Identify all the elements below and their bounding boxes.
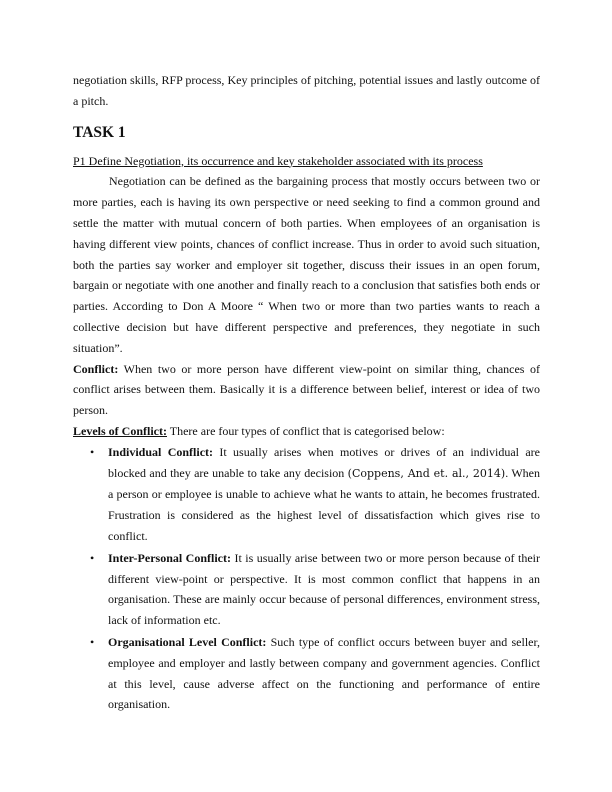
list-item-inter-personal-conflict <box>73 548 540 631</box>
document-page <box>73 70 540 716</box>
organisational-conflict-label: Organisational Level Conflict: <box>108 634 267 649</box>
conflict-label: Conflict: <box>73 361 119 376</box>
section-heading-p1: P1 Define Negotiation, its occurrence and key stakeholder associated with its process <box>73 153 483 168</box>
individual-conflict-label: Individual Conflict: <box>108 444 214 459</box>
individual-conflict-text-continued: . When a person or employee is unable to achieve what he wants to attain, he becomes frustrated. Frustration is considered as the highest level of dissatisfaction which gives rise to conflict. <box>108 465 541 543</box>
conflict-text: When two or more person have different view-point on similar thing, chances of conflict arises between them. Basically it is a difference between belief, interest or idea of two person. <box>73 361 540 418</box>
individual-conflict-text: It usually arises when motives or drives of an individual are blocked and they are unable to take any decision <box>108 444 540 480</box>
negotiation-definition-paragraph: Negotiation can be defined as the bargaining process that mostly occurs between two or more parties, each is having its own perspective or need seeking to find a common ground and settle the matter with mutual concern of both parties. When employees of an organisation is having different view points, chances of conflict increase. Thus in order to avoid such situation, both the parties say worker and employer sit together, discuss their issues in an open forum, bargain or negotiate with one another and finally reach to a conclusion that satisfies both ends or parties. According to Don A Moore “ When two or more than two parties wants to reach a collective decision but have different perspective and preferences, they negotiate in such situation”. <box>73 174 540 355</box>
individual-conflict-citation: (Coppens, And et. al., 2014) <box>347 466 506 480</box>
conflict-paragraph <box>73 359 540 421</box>
intro-paragraph: negotiation skills, RFP process, Key principles of pitching, potential issues and lastly outcome of a pitch. <box>73 73 540 108</box>
inter-personal-conflict-label: Inter-Personal Conflict: <box>108 550 232 565</box>
bullet-icon: • <box>90 444 95 459</box>
levels-of-conflict-label: Levels of Conflict: <box>73 423 167 438</box>
levels-of-conflict-intro: There are four types of conflict that is categorised below: <box>166 423 445 438</box>
inter-personal-conflict-text: It is usually arise between two or more person because of their different view-point or perspective. It is most common conflict that happens in an organisation. These are mainly occur because of personal differences, environment stress, lack of information etc. <box>108 550 541 628</box>
levels-of-conflict-paragraph <box>73 421 540 442</box>
task-heading: TASK 1 <box>73 123 126 141</box>
list-item-individual-conflict <box>73 442 540 547</box>
bullet-icon: • <box>90 634 95 649</box>
conflict-levels-list <box>73 442 540 715</box>
organisational-conflict-text: Such type of conflict occurs between buyer and seller, employee and employer and lastly between company and government agencies. Conflict at this level, cause adverse affect on the functioning and performance of entire organisation. <box>108 634 540 712</box>
list-item-organisational-conflict <box>73 632 540 715</box>
bullet-icon: • <box>90 550 95 565</box>
